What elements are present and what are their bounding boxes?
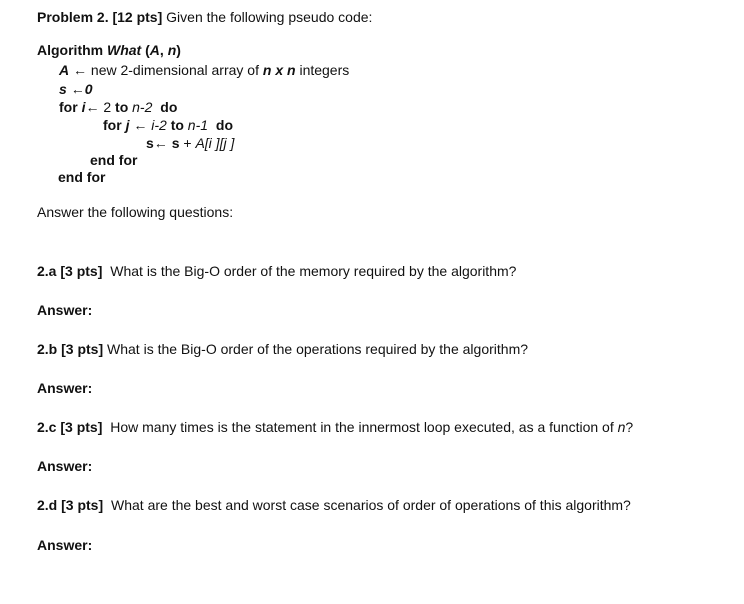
line1-var: A — [59, 62, 70, 78]
assign-arrow: ← — [73, 62, 88, 78]
question-var-n: n — [617, 419, 626, 435]
question-end: ? — [625, 419, 634, 435]
inner-var: j — [125, 117, 130, 133]
for-keyword: for — [59, 99, 78, 115]
code-line-inner-for — [103, 116, 233, 134]
line2-val: 0 — [84, 81, 93, 97]
question-text: What are the best and worst case scenarios of order of operations of this algorithm? — [111, 497, 631, 513]
question-text: What is the Big-O order of the memory required by the algorithm? — [110, 263, 517, 279]
stmt-lhs: s — [146, 135, 154, 151]
to-keyword: to — [115, 99, 129, 115]
algorithm-name: What — [107, 42, 142, 58]
question-label: 2.d [3 pts] — [37, 497, 104, 513]
question-label: 2.c [3 pts] — [37, 419, 103, 435]
question-text: How many times is the statement in the innermost loop executed, as a function of — [110, 419, 618, 435]
code-line-outer-for — [59, 98, 177, 116]
answer-label-2d: Answer: — [37, 537, 93, 553]
algorithm-keyword: Algorithm — [37, 42, 104, 58]
code-line-array — [59, 61, 349, 79]
question-2a — [37, 262, 516, 280]
answer-prompt: Answer the following questions: — [37, 204, 234, 220]
code-line-end-inner: end for — [90, 152, 138, 168]
question-text: What is the Big-O order of the operations required by the algorithm? — [107, 341, 529, 357]
to-keyword: to — [170, 117, 184, 133]
line1-text: new 2-dimensional array of — [87, 62, 263, 78]
stmt-array: A[i ][j ] — [195, 135, 235, 151]
algorithm-header — [37, 41, 181, 59]
answer-label-2a: Answer: — [37, 302, 93, 318]
param-a: A — [149, 42, 160, 58]
inner-to: n-1 — [187, 117, 209, 133]
code-line-accumulate — [146, 134, 234, 152]
problem-intro: Given the following pseudo code: — [166, 9, 373, 25]
param-n: n — [167, 42, 177, 58]
problem-label: Problem 2. [12 pts] — [37, 9, 163, 25]
params-comma: , — [159, 42, 168, 58]
params-close: ) — [176, 42, 181, 58]
problem-header — [37, 8, 372, 26]
inner-from: i-2 — [151, 117, 167, 133]
line1-tail: integers — [295, 62, 350, 78]
line2-var: s — [59, 81, 67, 97]
question-2b — [37, 340, 528, 358]
outer-var: i — [81, 99, 86, 115]
answer-label-2c: Answer: — [37, 458, 93, 474]
stmt-plus: + — [179, 135, 196, 151]
assign-arrow: ← — [153, 135, 168, 151]
line1-nxn: n x n — [262, 62, 296, 78]
code-line-init-s — [59, 80, 92, 98]
do-keyword: do — [160, 99, 178, 115]
for-keyword: for — [103, 117, 122, 133]
question-2c — [37, 418, 633, 436]
question-2d — [37, 496, 631, 514]
answer-label-2b: Answer: — [37, 380, 93, 396]
params-open: ( — [145, 42, 150, 58]
question-label: 2.a [3 pts] — [37, 263, 103, 279]
assign-arrow: ← — [70, 81, 85, 97]
question-label: 2.b [3 pts] — [37, 341, 104, 357]
outer-from: 2 — [103, 99, 112, 115]
assign-arrow: ← — [133, 117, 148, 133]
code-line-end-outer: end for — [58, 169, 106, 185]
assign-arrow: ← — [85, 99, 100, 115]
do-keyword: do — [215, 117, 234, 133]
outer-to: n-2 — [132, 99, 153, 115]
stmt-rhs-s: s — [171, 135, 180, 151]
